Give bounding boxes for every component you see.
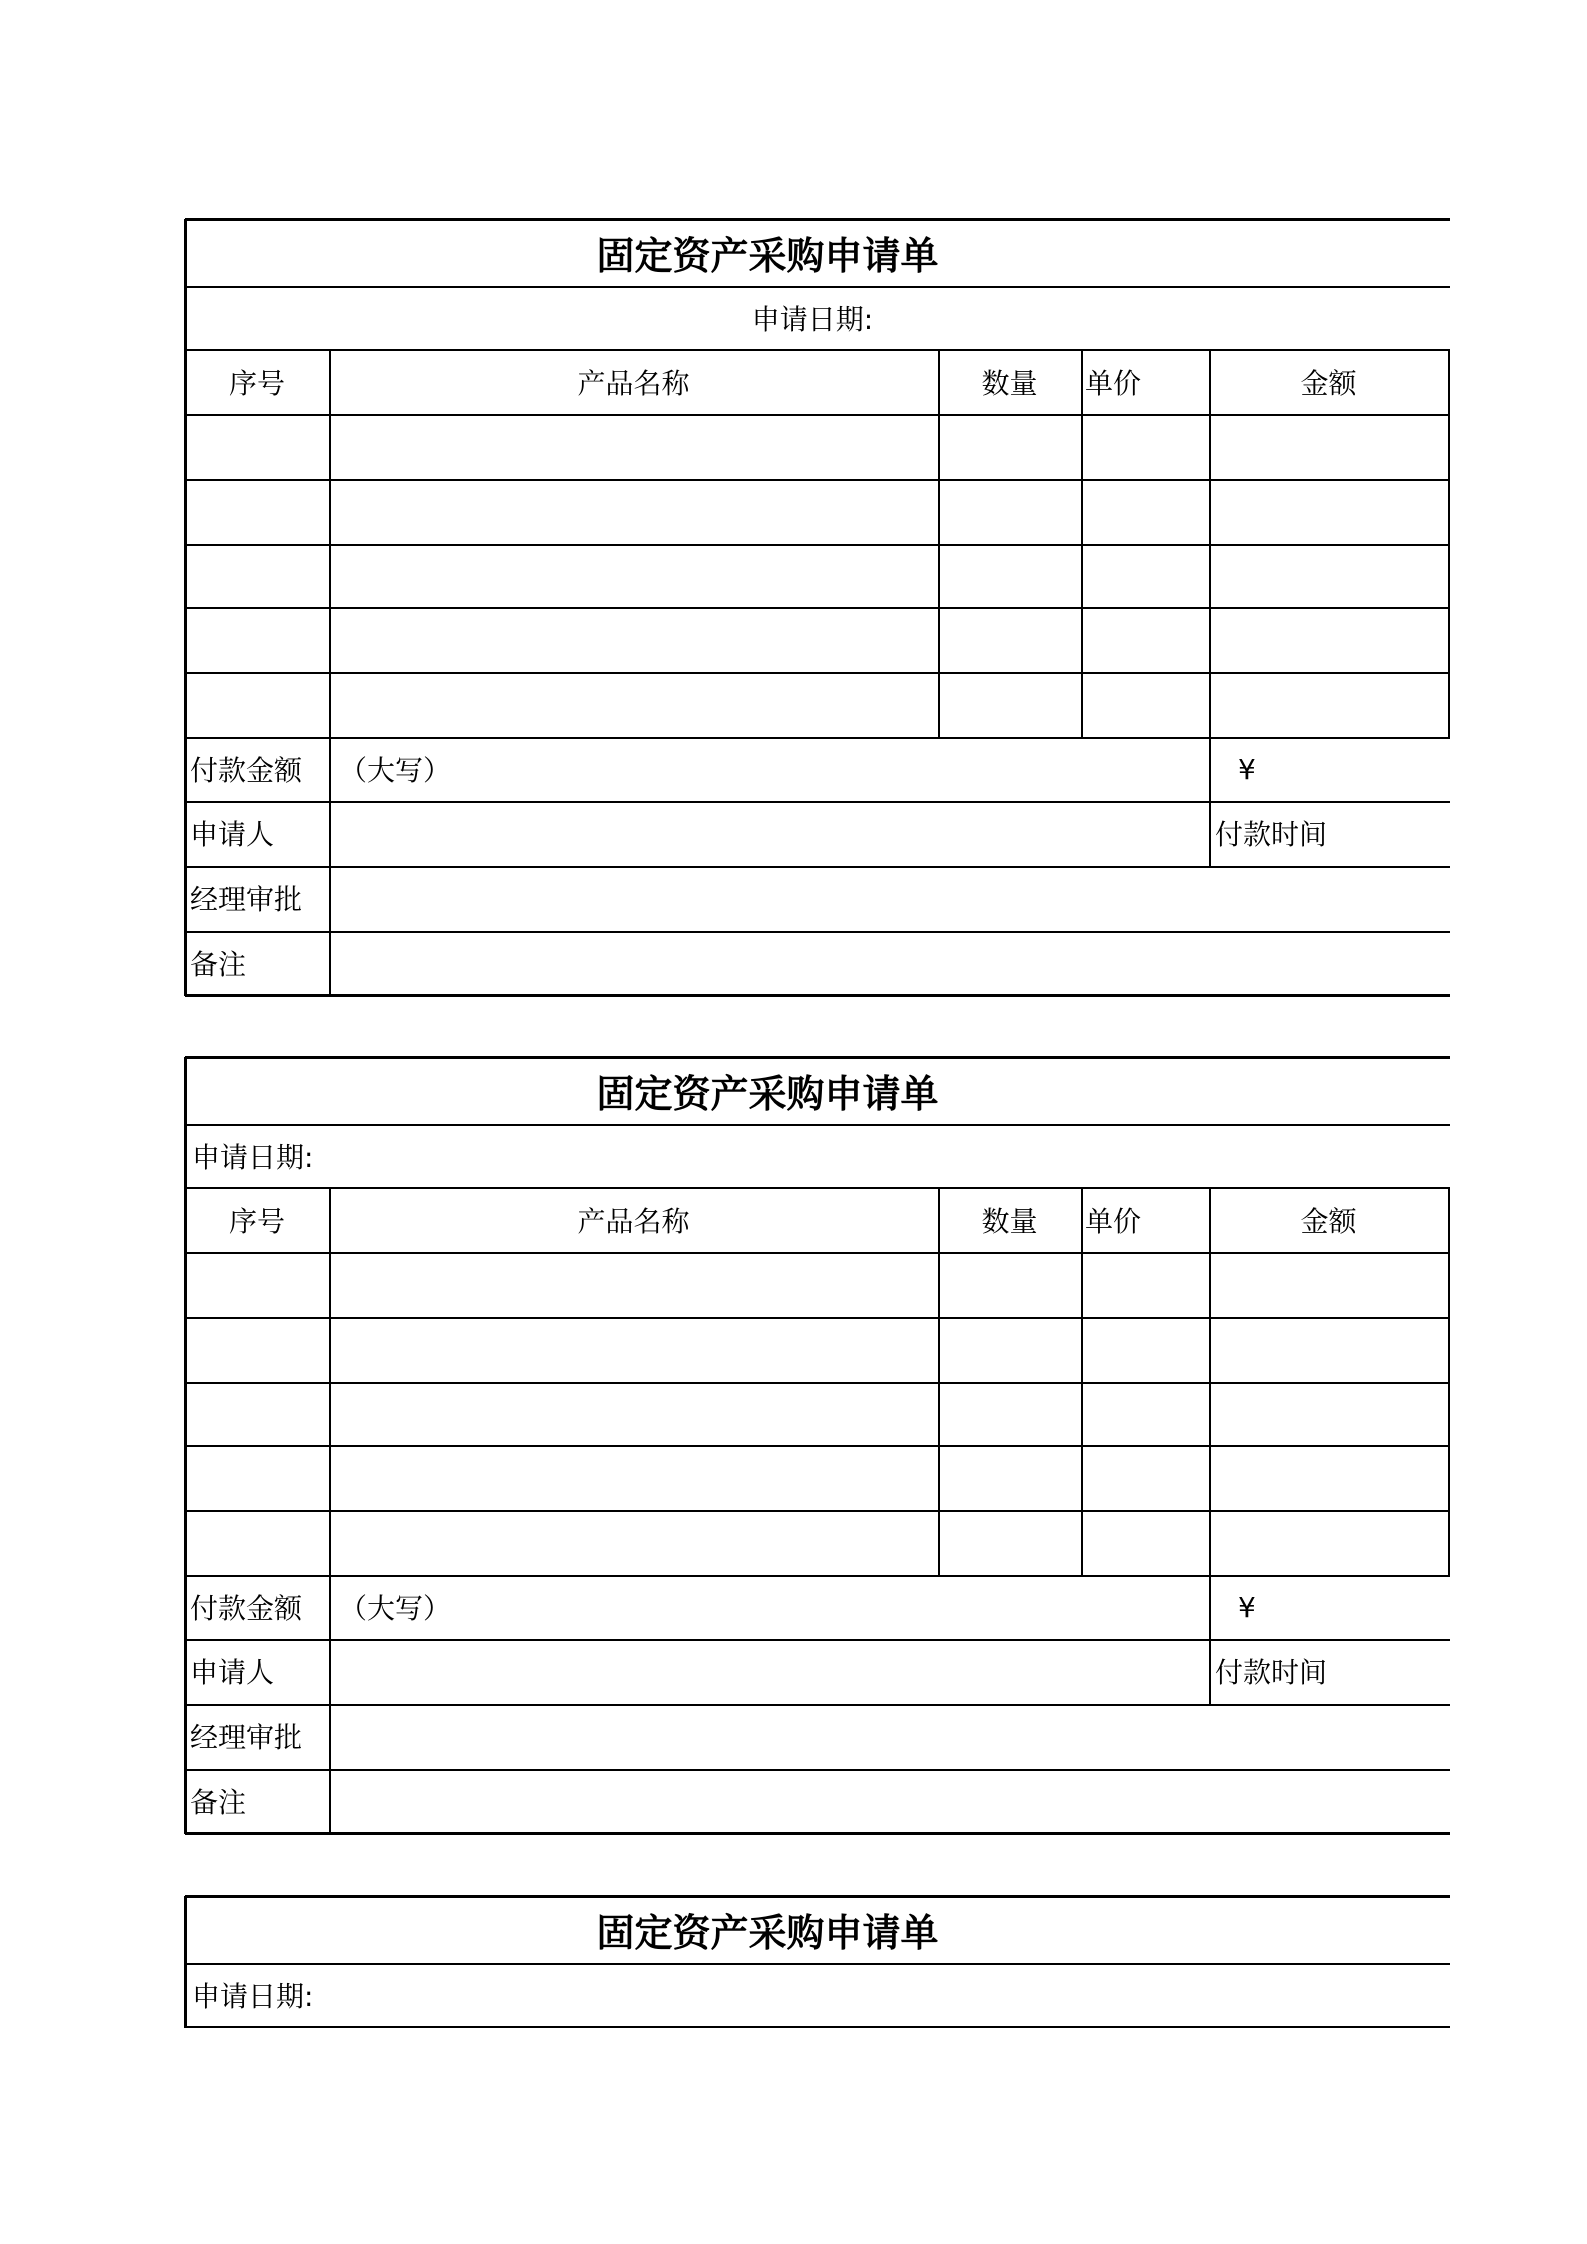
applicant-input[interactable] — [332, 1642, 1202, 1700]
date-label: 申请日期: — [192, 1979, 314, 2013]
item-cell[interactable] — [941, 1255, 1078, 1314]
item-cell[interactable] — [1212, 482, 1445, 541]
header-quantity: 数量 — [981, 1204, 1038, 1238]
item-cell[interactable] — [188, 610, 326, 669]
payment-amount-input[interactable] — [460, 740, 1200, 798]
item-cell[interactable] — [1084, 417, 1206, 476]
item-cell[interactable] — [941, 610, 1078, 669]
item-cell[interactable] — [1212, 610, 1445, 669]
item-cell[interactable] — [941, 1320, 1078, 1379]
item-cell[interactable] — [332, 1320, 935, 1379]
remarks-input[interactable] — [332, 934, 1442, 992]
header-serial-number: 序号 — [228, 366, 285, 400]
item-cell[interactable] — [941, 1448, 1078, 1507]
item-cell[interactable] — [1212, 1513, 1445, 1572]
item-cell[interactable] — [188, 1448, 326, 1507]
manager-approval-input[interactable] — [332, 869, 1442, 927]
row-divider — [185, 2026, 1450, 2028]
item-cell[interactable] — [332, 417, 935, 476]
manager-approval-label: 经理审批 — [190, 883, 303, 916]
form-title: 固定资产采购申请单 — [596, 1911, 939, 1955]
form-bottom-border — [185, 1832, 1450, 1835]
header-amount: 金额 — [1300, 1204, 1357, 1238]
header-unit-price: 单价 — [1085, 366, 1142, 400]
row-divider — [185, 544, 1450, 546]
item-cell[interactable] — [1084, 482, 1206, 541]
uppercase-amount-label: （大写） — [339, 754, 452, 787]
manager-approval-label: 经理审批 — [190, 1721, 303, 1754]
item-cell[interactable] — [1084, 1320, 1206, 1379]
item-cell[interactable] — [188, 1255, 326, 1314]
column-divider — [1448, 1187, 1450, 1575]
item-cell[interactable] — [1212, 1385, 1445, 1442]
item-cell[interactable] — [941, 547, 1078, 604]
item-cell[interactable] — [1084, 1513, 1206, 1572]
item-cell[interactable] — [188, 547, 326, 604]
item-cell[interactable] — [188, 1385, 326, 1442]
applicant-label: 申请人 — [190, 818, 275, 851]
item-cell[interactable] — [332, 547, 935, 604]
item-cell[interactable] — [941, 1513, 1078, 1572]
row-divider — [185, 1445, 1450, 1447]
row-divider — [185, 607, 1450, 609]
header-amount: 金额 — [1300, 366, 1357, 400]
payment-time-label: 付款时间 — [1215, 1656, 1328, 1689]
applicant-input[interactable] — [332, 804, 1202, 862]
column-divider — [1081, 1187, 1083, 1575]
form-bottom-border — [185, 994, 1450, 997]
uppercase-amount-label: （大写） — [339, 1592, 452, 1625]
item-cell[interactable] — [1084, 675, 1206, 734]
item-cell[interactable] — [188, 417, 326, 476]
row-divider — [185, 1963, 1450, 1965]
row-divider — [185, 1317, 1450, 1319]
item-cell[interactable] — [1212, 1320, 1445, 1379]
item-cell[interactable] — [332, 1255, 935, 1314]
column-divider — [329, 349, 331, 994]
item-cell[interactable] — [1084, 610, 1206, 669]
applicant-label: 申请人 — [190, 1656, 275, 1689]
row-divider — [185, 1510, 1450, 1512]
date-label: 申请日期: — [192, 1140, 314, 1174]
item-cell[interactable] — [332, 1448, 935, 1507]
row-divider — [185, 1252, 1450, 1254]
row-divider — [185, 931, 1450, 933]
payment-amount-label: 付款金额 — [190, 754, 303, 787]
row-divider — [185, 1382, 1450, 1384]
item-cell[interactable] — [941, 482, 1078, 541]
item-cell[interactable] — [188, 675, 326, 734]
item-cell[interactable] — [332, 610, 935, 669]
remarks-label: 备注 — [190, 1786, 247, 1819]
item-cell[interactable] — [332, 482, 935, 541]
row-divider — [185, 479, 1450, 481]
item-cell[interactable] — [941, 1385, 1078, 1442]
item-cell[interactable] — [332, 1385, 935, 1442]
item-cell[interactable] — [1212, 1255, 1445, 1314]
row-divider — [185, 672, 1450, 674]
column-divider — [1209, 349, 1211, 866]
item-cell[interactable] — [941, 417, 1078, 476]
payment-time-label: 付款时间 — [1215, 818, 1328, 851]
header-quantity: 数量 — [981, 366, 1038, 400]
item-cell[interactable] — [1084, 1255, 1206, 1314]
date-input[interactable] — [500, 1967, 1400, 2022]
item-cell[interactable] — [1084, 1448, 1206, 1507]
remarks-input[interactable] — [332, 1772, 1442, 1830]
row-divider — [185, 866, 1450, 868]
form-title: 固定资产采购申请单 — [596, 234, 939, 278]
row-divider — [185, 1769, 1450, 1771]
row-divider — [185, 1704, 1450, 1706]
payment-amount-label: 付款金额 — [190, 1592, 303, 1625]
item-cell[interactable] — [941, 675, 1078, 734]
item-cell[interactable] — [332, 675, 935, 734]
row-divider — [185, 414, 1450, 416]
currency-symbol: ¥ — [1238, 752, 1256, 786]
date-input[interactable] — [500, 290, 1400, 345]
item-cell[interactable] — [188, 1513, 326, 1572]
date-label: 申请日期: — [751, 302, 874, 336]
column-divider — [1448, 349, 1450, 737]
item-cell[interactable] — [1212, 1448, 1445, 1507]
row-divider — [185, 1124, 1450, 1126]
item-cell[interactable] — [332, 1513, 935, 1572]
item-cell[interactable] — [1084, 1385, 1206, 1442]
column-divider — [1209, 1187, 1211, 1704]
column-divider — [329, 1187, 331, 1832]
header-product-name: 产品名称 — [577, 366, 690, 400]
item-cell[interactable] — [188, 1320, 326, 1379]
payment-amount-input[interactable] — [460, 1578, 1200, 1636]
item-cell[interactable] — [1212, 547, 1445, 604]
header-serial-number: 序号 — [228, 1204, 285, 1238]
item-cell[interactable] — [1084, 547, 1206, 604]
column-divider — [1081, 349, 1083, 737]
item-cell[interactable] — [188, 482, 326, 541]
form-title: 固定资产采购申请单 — [596, 1072, 939, 1116]
item-cell[interactable] — [1212, 417, 1445, 476]
remarks-label: 备注 — [190, 948, 247, 981]
header-unit-price: 单价 — [1085, 1204, 1142, 1238]
header-product-name: 产品名称 — [577, 1204, 690, 1238]
manager-approval-input[interactable] — [332, 1707, 1442, 1765]
item-cell[interactable] — [1212, 675, 1445, 734]
currency-symbol: ¥ — [1238, 1590, 1256, 1624]
date-input[interactable] — [500, 1128, 1400, 1183]
